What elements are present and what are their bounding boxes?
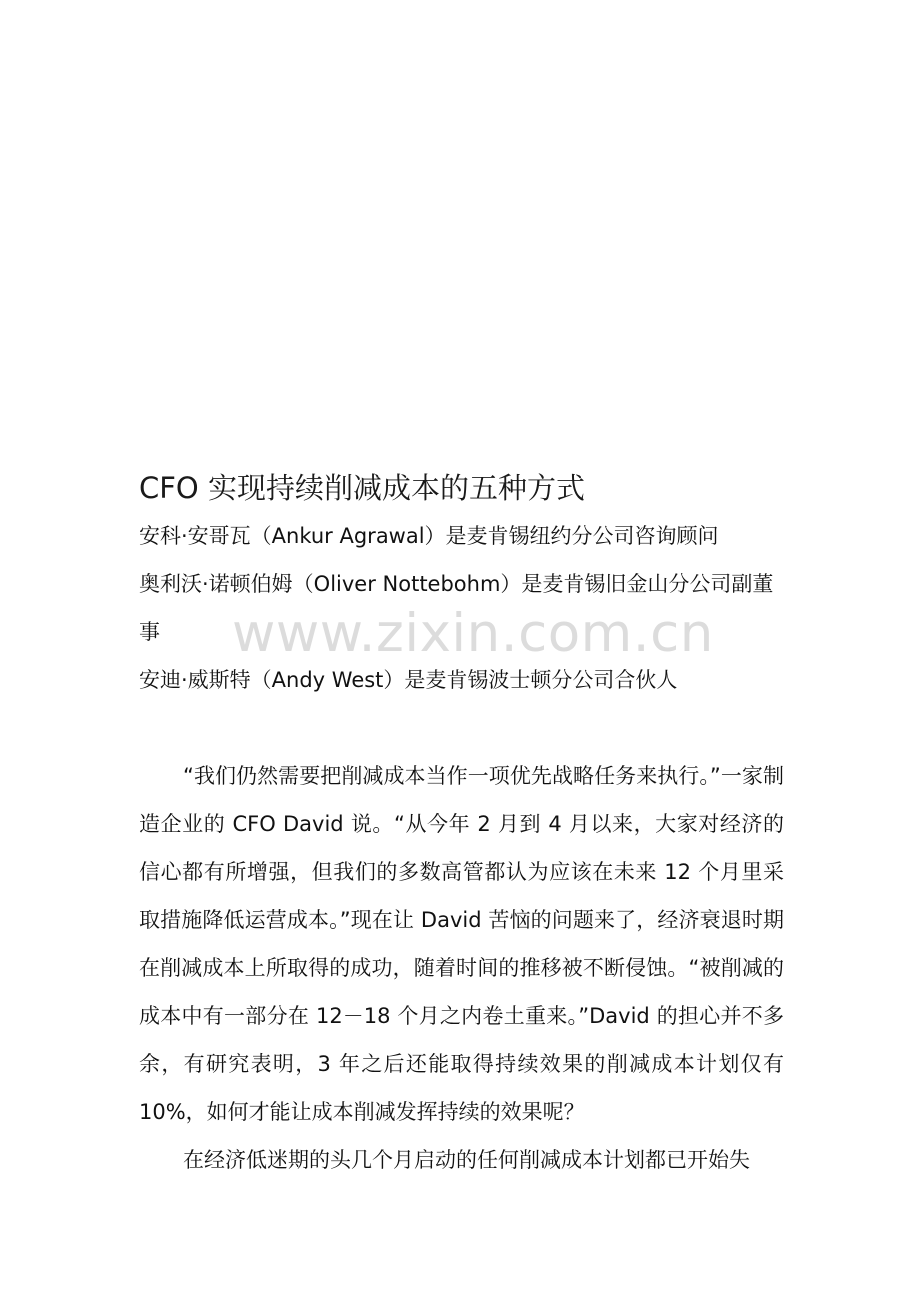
author-line-2: 奥利沃·诺顿伯姆（Oliver Nottebohm）是麦肯锡旧金山分公司副董事 [139,572,774,644]
author-line-1: 安科·安哥瓦（Ankur Agrawal）是麦肯锡纽约分公司咨询顾问 [139,524,719,548]
title-chinese-part: 实现持续削减成本的五种方式 [198,471,585,505]
watermark: www.zixin.com.cn [232,603,714,664]
body-paragraph-1: “我们仍然需要把削减成本当作一项优先战略任务来执行。”一家制造企业的 CFO David 说。“从今年 2 月到 4 月以来，大家对经济的信心都有所增强，但我们的多数高管都认为应该在未来 12 个月里采取措施降低运营成本。”现在让 David 苦恼的问题来了，经济衰退时期在削减成本上所取得的成功，随着时间的推移被不断侵蚀。“被削减的成本中有一部分在 12－18 个月之内卷土重来。”David 的担心并不多余，有研究表明，3 年之后还能取得持续效果的削减成本计划仅有 10%，如何才能让成本削减发挥持续的效果呢？ [139,764,784,1124]
title-latin-part: CFO [139,471,199,505]
author-line-3: 安迪·威斯特（Andy West）是麦肯锡波士顿分公司合伙人 [139,668,678,692]
body-paragraph-2: 在经济低迷期的头几个月启动的任何削减成本计划都已开始失 [183,1148,750,1172]
document-title [139,468,585,508]
